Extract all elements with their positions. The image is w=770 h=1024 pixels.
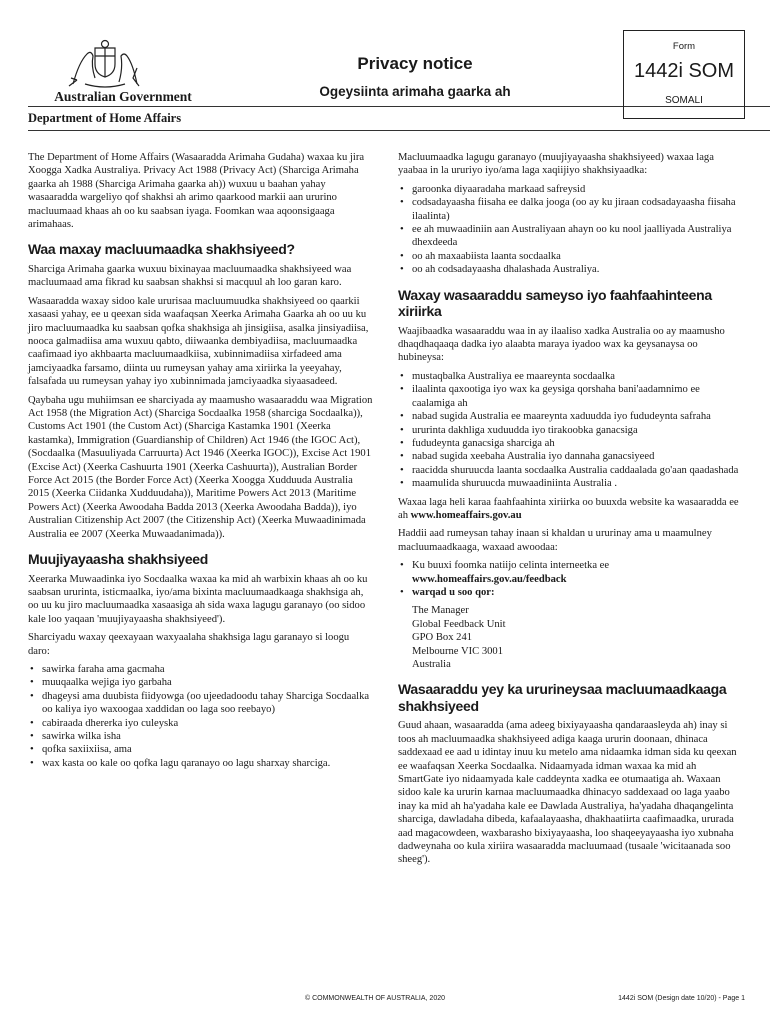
list-item: • cabiraada dhererka iyo culeyska (28, 717, 373, 730)
bullet-list (398, 183, 743, 277)
address-line: GPO Box 241 (412, 632, 473, 644)
list-item (398, 559, 743, 586)
list-item: • oo ah codsadayaasha dhalashada Australiya. (398, 263, 743, 276)
form-number: 1442i SOM (633, 60, 735, 82)
list-item: • ururinta dakhliga xuduudda iyo tirakoobka ganacsiga (398, 424, 743, 437)
paragraph: Haddii aad rumeysan tahay inaan si khaldan u ururinay ama u maamulney macluumaadkaaga, waxaad awoodaa: (398, 528, 712, 553)
section-heading: Waa maxay macluumaadka shakhsiyeed? (28, 241, 295, 258)
paragraph: Sharciga Arimaha gaarka wuxuu bixinayaa macluumaadka shakhsiyeed waa macluumaad ama fikrad ku saabsan shakhsi si macquul ah loo garan karo. (28, 263, 352, 289)
legislation-paragraph: Qaybaha ugu muhiimsan ee sharciyada ay maamusho wasaaraddu waa Migration Act 1958 (the Migration Act) (Sharciga Socdaalka 1958 (sharciga Socdaalka)), Customs Act 1901 (the Custom Act) (Sharciga Kastamka 1901 (Xeerka kastamka), Immigration (Guardianship of Children) Act 1946 (the IGOC Act), (Socdaalka (Masuuliyada Carruurta) Act 1946 (Xeerka IGOC)), Excise Act 1901 (Excise Act) (Xeerka Cashuurta 1901 (Xeerka Cashuurta)), Australian Border Force Act 2015 (the Border Force Act) (Xeerka Xoogga Xudduuda Australia 2015 (Xeerka Ciidanka Xudduudaha)), Maritime Powers Act 2013 (Maritime Powers Act) (Xeerka Awoodaha Badda 2013 (Xeerka Awoodaha Badda)), iyo Australian Citizenship Act 2007 (the Citizenship Act) (Xeerka Muwaadinimada Australia ee 2007 (Xeerka Muwaadanimada)). (28, 394, 373, 540)
list-item: • mustaqbalka Australiya ee maareynta socdaalka (398, 370, 743, 383)
left-column (28, 151, 373, 775)
list-item: • dhageysi ama duubista fiidyowga (oo ujeedadoodu tahay Sharciga Socdaalka oo kaliya iyo waxoogaa xaddidan oo laga soo reebayo) (28, 690, 373, 717)
page-header (0, 0, 770, 140)
paragraph: Wasaaradda waxay sidoo kale ururisaa macluumuudka shakhsiyeed oo qaarkii xasaasi yahay, ee u qeexan sida waafaqsan Xeerka Arimaha Gaarka ah oo uu ku jiro macluumaadka ku saabsan qofka shakhsiga ah jinsigiisa, asalka jinsiyadiisa, nooca galmadiisa ama wuxuu qabto, diiwaanka dembiyadiisa, macluumaadka caafimaad iyo akhbaarta macluumaadkiisa, xubinnimadiisa xirfadeed ama jamciyaadka farsamo, diinta uu rumeysan yahay ama xiriirka la yeeyahay, falsafada uu rumeysan yahay iyo xubinnimada jamciyaadka siyaasadeed. (28, 295, 369, 388)
section-heading: Muujiyayaasha shakhsiyeed (28, 551, 209, 568)
paragraph: Sharciyadu waxay qeexayaan waxyaalaha shakhsiga lagu garanayo si loogu daro: (28, 632, 350, 657)
list-item: • muuqaalka wejiga iyo garbaha (28, 676, 373, 689)
page-info: 1442i SOM (Design date 10/20) - Page 1 (618, 995, 745, 1002)
paragraph: Macluumaadka lagugu garanayo (muujiyayaasha shakhsiyeed) waxaa laga yaabaa in la ururiyo iyo/ama laga xaqiijiyo shakhsiyaadka: (398, 152, 714, 177)
form-id-box (623, 30, 745, 119)
department-name: Department of Home Affairs (28, 111, 182, 125)
list-item: • nabad sugida Australia ee maareynta xaduudda iyo fududeynta safraha (398, 410, 743, 423)
coat-of-arms-icon (55, 38, 155, 90)
list-item: • sawirka wilka isha (28, 730, 373, 743)
divider (28, 130, 770, 131)
feedback-link[interactable]: www.homeaffairs.gov.au/feedback (412, 573, 567, 585)
list-item: • maamulida shuruucda muwaadiniinta Australia . (398, 477, 743, 490)
list-item: • nabad sugida xeebaha Australia iyo dannaha ganacsiyeed (398, 450, 743, 463)
copyright-notice: © COMMONWEALTH OF AUSTRALIA, 2020 (305, 995, 445, 1002)
list-item: • wax kasta oo kale oo qofka lagu qaranayo oo lagu sharxay sharciga. (28, 757, 373, 770)
list-item: • raacidda shuruucda laanta socdaalka Australia caddaalada go'aan qaadashada (398, 464, 743, 477)
form-label: Form (672, 41, 696, 52)
list-item: • codsadayaasha fiisaha ee dalka jooga (oo ay ku jiraan codsadayaasha fiisaha ilaalinta) (398, 196, 743, 223)
bullet-list (398, 559, 743, 599)
address-line: Australia (412, 659, 451, 670)
page-title: Privacy notice (357, 54, 473, 73)
list-item-text: warqad u soo qor: (412, 586, 495, 598)
list-item (398, 586, 743, 599)
bullet-list (398, 370, 743, 491)
list-item-text: Ku buuxi foomka natiijo celinta interneetka ee (412, 560, 610, 572)
paragraph (398, 496, 743, 523)
postal-address (398, 604, 743, 671)
list-item: • sawirka faraha ama gacmaha (28, 663, 373, 676)
paragraph: Waajibaadka wasaaraddu waa in ay ilaaliso xadka Australia oo ay maamusho dhaqdhaqaaqa dadka iyo alaabta maraya iyadoo wax ka geysanaysa oo hubineysa: (398, 325, 725, 364)
paragraph-text: Waxaa laga heli karaa faahfaahinta xiriirka oo buuxda website ka wasaaradda ee ah (398, 496, 739, 521)
section-heading: Wasaaraddu yey ka ururineysaa macluumaadkaaga shakhsiyeed (398, 681, 727, 714)
form-language: SOMALI (665, 95, 703, 106)
paragraph: Guud ahaan, wasaaradda (ama adeeg bixiyayaasha qandaraasleyda ah) inay si toos ah macluumaadka shakhsiyeed adiga kaaga ururin doonaan, dhinaca saddexaad ee aad u idintay inuu ku metelo ama nidaamka idman sida ku qeexan ee waafaqsan Xeerka Socdaalka. Nidaamyada idman waxaa ka mid ah SmartGate iyo nidaamyada kale caddeynta xadka ee otumaatiga ah. Waxaan sidoo kale ka ururin karnaa macluumaadka dhinacyo saddexaad oo laga yaabo inay ka mid ah ha'yadaha kale ee Dawlada Australiya, ha'yadaha dhaqangelinta sharciga, dawladaha dibeda, kafaalayaasha, dhakhaatiirta caafimaadka, ururada aad magacowdeen, waxbarasho bixiyayaasha, loo shaqeeyayaasha iyo xubnaha dadweynaha oo kula xiriira wasaaradda macluumaad (tusaale 'wicitaanada soo sheeg'). (398, 720, 737, 866)
list-item: • fududeynta ganacsiga sharciga ah (398, 437, 743, 450)
list-item: • ilaalinta qaxootiga iyo wax ka geysiga qorshaha bani'aadamnimo ee caalamiga ah (398, 383, 743, 410)
address-line: Melbourne VIC 3001 (412, 645, 504, 657)
list-item: • ee ah muwaadiniin aan Australiyaan ahayn oo ku nool jaalliyada Australiya dhexdeeda (398, 223, 743, 250)
address-line: The Manager (412, 605, 469, 617)
page-subtitle: Ogeysiinta arimaha gaarka ah (319, 84, 511, 99)
section-heading: Waxay wasaaraddu sameyso iyo faahfaahinteena xiriirka (398, 286, 712, 320)
website-link[interactable]: www.homeaffairs.gov.au (410, 509, 522, 521)
intro-paragraph: The Department of Home Affairs (Wasaaradda Arimaha Gudaha) waxaa ku jira Xoogga Xadka Australiya. Privacy Act 1988 (Privacy Act) (Sharciga Arimaha gaarka ah 1988 (Sharciga Arimaha gaarka ah)) wuxuu u baahan yahay wasaaradda wargeliyo qof shakhsi ah arimo qaarkood markii aan ururino macluumaad khaas ah oo ku saabsan iyaga. Foomkan waa aqoonsigaaga arimahaas. (28, 152, 365, 231)
right-column (398, 151, 743, 872)
address-line: Global Feedback Unit (412, 618, 506, 630)
list-item: • oo ah maxaabiista laanta socdaalka (398, 250, 743, 263)
list-item: • garoonka diyaaradaha markaad safreysid (398, 183, 743, 196)
list-item: • qofka saxiixiisa, ama (28, 743, 373, 756)
bullet-list (28, 663, 373, 770)
paragraph: Xeerarka Muwaadinka iyo Socdaalka waxaa ka mid ah warbixin khaas ah oo ku saabsan ururinta, isticmaalka, iyo/ama bixinta macluumaadkaaga shakhsiga ah, oo uu ku jiro macluumaadka xasaasiga ah sida waxa lagugu garanayo (oo sidoo kale loo yaqaan 'muujiyayaasha shakhsiyeed'). (28, 573, 368, 625)
government-name: Australian Government (54, 89, 192, 104)
